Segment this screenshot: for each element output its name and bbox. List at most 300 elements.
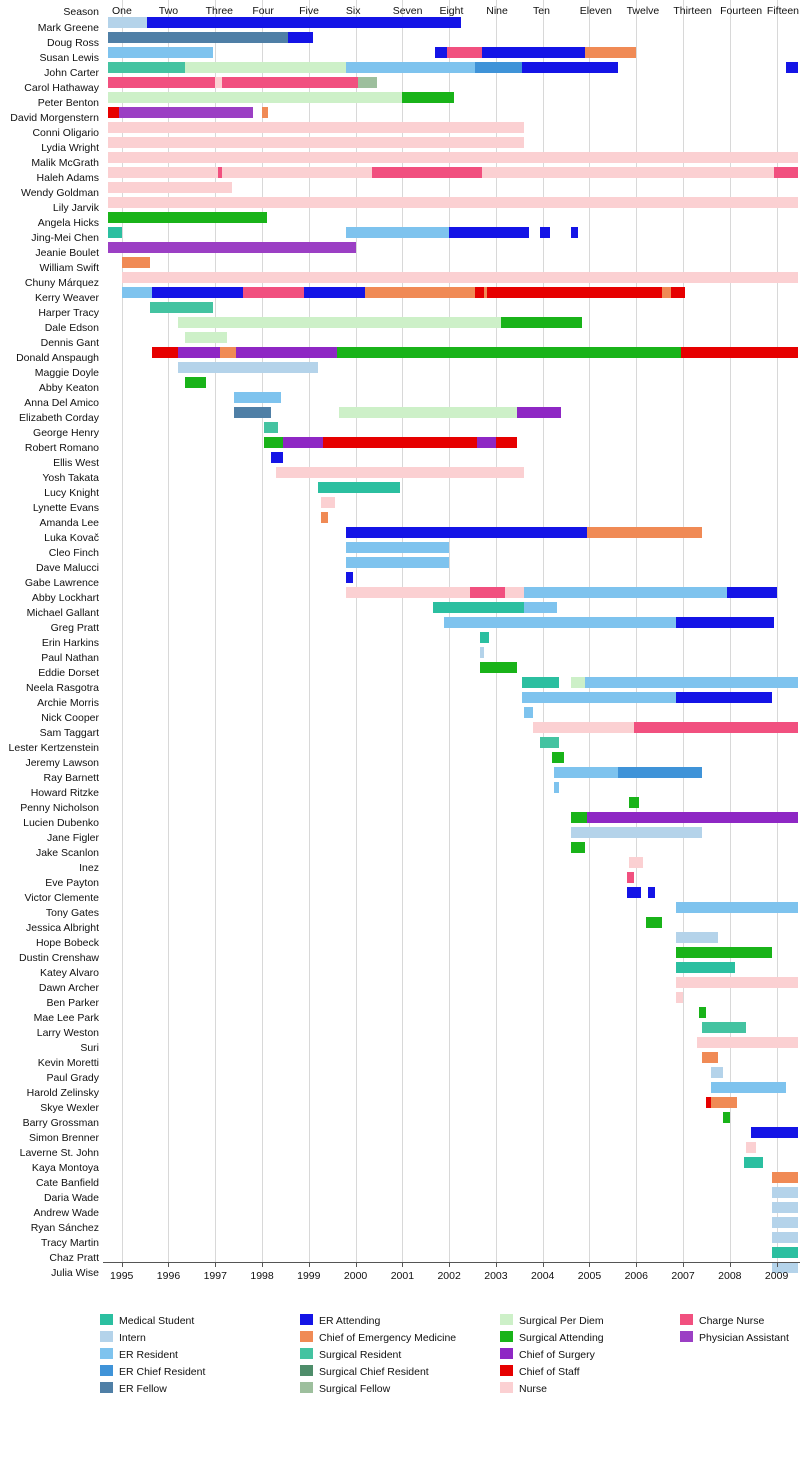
character-label: Dawn Archer — [38, 982, 99, 994]
season-tick-label: Thirteen — [673, 5, 712, 17]
character-label: Kaya Montoya — [31, 1162, 99, 1174]
legend-label: ER Resident — [119, 1349, 178, 1361]
timeline-bar — [744, 1157, 763, 1168]
timeline-bar — [108, 182, 232, 193]
timeline-bar — [676, 617, 774, 628]
legend-item — [100, 1314, 194, 1327]
timeline-bar — [108, 32, 288, 43]
season-tick-label: Fourteen — [720, 5, 763, 17]
timeline-bar — [517, 407, 561, 418]
timeline-bar — [215, 77, 222, 88]
character-label: Robert Romano — [24, 442, 99, 454]
character-label: Daria Wade — [43, 1192, 99, 1204]
legend-swatch-icon — [100, 1365, 113, 1376]
legend-swatch-icon — [100, 1348, 113, 1359]
timeline-bar — [772, 1247, 798, 1258]
character-label: Peter Benton — [37, 97, 99, 109]
timeline-bar — [487, 287, 686, 298]
character-label: Neela Rasgotra — [26, 682, 99, 694]
character-label: Jeanie Boulet — [35, 247, 99, 259]
character-label: Howard Ritzke — [30, 787, 99, 799]
gridline — [402, 0, 403, 1262]
legend-swatch-icon — [500, 1331, 513, 1342]
character-label: Doug Ross — [47, 37, 99, 49]
timeline-bar — [283, 437, 323, 448]
year-tick — [449, 1262, 450, 1267]
timeline-bar — [108, 47, 213, 58]
legend-label: ER Attending — [319, 1315, 381, 1327]
character-label: Katey Alvaro — [40, 967, 99, 979]
year-tick — [122, 1262, 123, 1267]
timeline-bar — [774, 167, 797, 178]
timeline-bar — [122, 272, 798, 283]
timeline-bar — [185, 332, 227, 343]
legend-item — [100, 1331, 146, 1344]
timeline-bar — [337, 347, 681, 358]
gridline — [356, 0, 357, 1262]
legend-label: ER Chief Resident — [119, 1366, 206, 1378]
gridline — [636, 0, 637, 1262]
year-label: 2006 — [624, 1270, 648, 1282]
season-tick-label: Six — [345, 5, 361, 17]
timeline-bar — [477, 437, 496, 448]
legend-item — [500, 1331, 604, 1344]
timeline-bar — [772, 1202, 798, 1213]
legend-item — [300, 1314, 380, 1327]
timeline-bar — [552, 752, 564, 763]
character-label: Chuny Márquez — [24, 277, 99, 289]
character-label: Gabe Lawrence — [24, 577, 99, 589]
timeline-bar — [618, 767, 702, 778]
character-label: Dustin Crenshaw — [19, 952, 99, 964]
timeline-bar — [676, 992, 683, 1003]
year-tick — [589, 1262, 590, 1267]
character-label: Mae Lee Park — [33, 1012, 99, 1024]
timeline-bar — [533, 722, 634, 733]
timeline-bar — [122, 257, 150, 268]
timeline-bar — [585, 47, 636, 58]
legend-swatch-icon — [680, 1314, 693, 1325]
timeline-bar — [185, 377, 206, 388]
timeline-bar — [786, 62, 798, 73]
character-label: Paul Grady — [46, 1072, 99, 1084]
character-label: Dale Edson — [44, 322, 99, 334]
character-label: Haleh Adams — [36, 172, 99, 184]
legend-item — [300, 1348, 401, 1361]
year-label: 1999 — [297, 1270, 321, 1282]
character-label: Sam Taggart — [39, 727, 99, 739]
timeline-bar — [108, 227, 122, 238]
legend-swatch-icon — [300, 1331, 313, 1342]
gridline — [543, 0, 544, 1262]
timeline-bar — [723, 1112, 730, 1123]
legend-label: Surgical Resident — [319, 1349, 402, 1361]
timeline-bar — [772, 1217, 798, 1228]
gridline — [449, 0, 450, 1262]
timeline-bar — [746, 1142, 755, 1153]
timeline-bar — [772, 1187, 798, 1198]
legend-label: Surgical Per Diem — [519, 1315, 604, 1327]
character-label: Chaz Pratt — [49, 1252, 99, 1264]
timeline-bar — [358, 527, 587, 538]
timeline-bar — [321, 497, 335, 508]
timeline-bar — [557, 617, 676, 628]
legend-item — [300, 1382, 390, 1395]
timeline-bar — [447, 47, 482, 58]
gridline — [262, 0, 263, 1262]
timeline-bar — [540, 737, 559, 748]
timeline-bar — [271, 452, 283, 463]
season-tick-label: Eight — [439, 5, 464, 17]
timeline-bar — [627, 872, 634, 883]
character-label: Abby Keaton — [38, 382, 99, 394]
timeline-bar — [711, 1097, 737, 1108]
legend-swatch-icon — [100, 1382, 113, 1393]
timeline-bar — [288, 32, 314, 43]
character-label: Eve Payton — [45, 877, 99, 889]
legend-item — [680, 1314, 764, 1327]
timeline-bar — [772, 1232, 798, 1243]
timeline-bar — [522, 62, 618, 73]
character-label: Kevin Moretti — [37, 1057, 99, 1069]
year-tick — [683, 1262, 684, 1267]
character-label: David Morgenstern — [10, 112, 99, 124]
season-tick-label: One — [112, 5, 132, 17]
timeline-bar — [676, 932, 718, 943]
timeline-bar — [681, 347, 798, 358]
season-tick-label: Two — [158, 5, 179, 17]
timeline-bar — [524, 602, 557, 613]
timeline-bar — [147, 17, 393, 28]
year-label: 2000 — [343, 1270, 368, 1282]
timeline-bar — [751, 1127, 798, 1138]
gridline — [777, 0, 778, 1262]
timeline-bar — [772, 1172, 798, 1183]
character-label: Paul Nathan — [41, 652, 99, 664]
legend-swatch-icon — [500, 1365, 513, 1376]
character-label: Penny Nicholson — [20, 802, 99, 814]
legend-item — [300, 1331, 456, 1344]
timeline-bar — [372, 167, 482, 178]
timeline-bar — [346, 527, 358, 538]
timeline-bar — [108, 92, 403, 103]
character-label: Yosh Takata — [42, 472, 99, 484]
year-label: 2005 — [577, 1270, 602, 1282]
timeline-bar — [108, 107, 120, 118]
timeline-bar — [365, 287, 487, 298]
character-label: Jane Figler — [47, 832, 99, 844]
character-label: Lydia Wright — [41, 142, 99, 154]
character-label: Tracy Martin — [41, 1237, 99, 1249]
timeline-bar — [218, 167, 223, 178]
timeline-bar — [676, 977, 798, 988]
timeline-bar — [702, 1052, 718, 1063]
season-tick-label: Ten — [533, 5, 550, 17]
character-label: Eddie Dorset — [38, 667, 99, 679]
character-label: Susan Lewis — [39, 52, 99, 64]
year-tick — [215, 1262, 216, 1267]
legend-swatch-icon — [300, 1348, 313, 1359]
season-tick-label: Fifteen — [766, 5, 800, 17]
timeline-bar — [587, 527, 702, 538]
legend-item — [500, 1314, 604, 1327]
timeline-bar — [234, 407, 271, 418]
timeline-bar — [346, 557, 449, 568]
timeline-bar — [108, 212, 267, 223]
character-label: Carol Hathaway — [24, 82, 99, 94]
timeline-bar — [108, 152, 798, 163]
timeline-bar — [358, 77, 377, 88]
timeline-bar — [262, 107, 268, 118]
character-label: Larry Weston — [36, 1027, 99, 1039]
character-label: Dennis Gant — [40, 337, 99, 349]
year-tick — [168, 1262, 169, 1267]
timeline-bar — [108, 242, 356, 253]
legend-item — [680, 1331, 789, 1344]
legend-label: Charge Nurse — [699, 1315, 765, 1327]
character-label: Barry Grossman — [22, 1117, 99, 1129]
character-label: Luka Kovač — [44, 532, 99, 544]
character-label: George Henry — [33, 427, 99, 439]
timeline-bar — [346, 587, 372, 598]
timeline-bar — [264, 422, 278, 433]
character-label: Archie Morris — [37, 697, 99, 709]
character-label: Inez — [79, 862, 99, 874]
character-label: Jeremy Lawson — [25, 757, 99, 769]
timeline-bar — [676, 692, 772, 703]
timeline-bar — [522, 677, 559, 688]
legend-label: ER Fellow — [119, 1383, 167, 1395]
timeline-bar — [480, 662, 517, 673]
timeline-bar — [496, 437, 517, 448]
timeline-bar — [108, 77, 358, 88]
character-label: Jessica Albright — [26, 922, 99, 934]
year-tick — [636, 1262, 637, 1267]
timeline-bar — [634, 722, 798, 733]
timeline-bar — [475, 287, 484, 298]
legend-swatch-icon — [100, 1331, 113, 1342]
timeline-bar — [323, 437, 477, 448]
timeline-bar — [676, 962, 734, 973]
character-label: Harper Tracy — [38, 307, 99, 319]
x-axis — [103, 1262, 800, 1263]
timeline-bar — [627, 887, 641, 898]
character-label: Maggie Doyle — [34, 367, 99, 379]
character-label: Anna Del Amico — [24, 397, 99, 409]
year-tick — [496, 1262, 497, 1267]
legend-label: Physician Assistant — [699, 1332, 789, 1344]
legend-item — [300, 1365, 429, 1378]
season-tick-label: Twelve — [626, 5, 660, 17]
character-label: Skye Wexler — [40, 1102, 99, 1114]
timeline-bar — [554, 767, 617, 778]
year-tick — [543, 1262, 544, 1267]
character-label: Lucy Knight — [44, 487, 99, 499]
character-label: Lester Kertzenstein — [8, 742, 99, 754]
character-label: Ryan Sánchez — [30, 1222, 99, 1234]
timeline-bar — [234, 392, 281, 403]
legend-label: Surgical Attending — [519, 1332, 604, 1344]
year-label: 2009 — [764, 1270, 789, 1282]
legend — [0, 1306, 800, 1406]
timeline-bar — [119, 107, 252, 118]
character-label: Harold Zelinsky — [26, 1087, 99, 1099]
year-label: 2003 — [484, 1270, 508, 1282]
season-tick-label: Five — [299, 5, 319, 17]
timeline-bar — [150, 302, 213, 313]
character-label: Kerry Weaver — [35, 292, 99, 304]
character-label: William Swift — [39, 262, 99, 274]
season-tick-label: Eleven — [579, 5, 612, 17]
character-label: Conni Oligario — [32, 127, 99, 139]
year-label: 1995 — [110, 1270, 134, 1282]
year-label: 2004 — [531, 1270, 555, 1282]
character-label: Victor Clemente — [24, 892, 99, 904]
legend-label: Chief of Staff — [519, 1366, 580, 1378]
legend-item — [500, 1348, 595, 1361]
legend-label: Chief of Emergency Medicine — [319, 1332, 457, 1344]
timeline-bar — [648, 887, 655, 898]
year-label: 2001 — [390, 1270, 415, 1282]
legend-item — [500, 1382, 547, 1395]
character-label: Hope Bobeck — [35, 937, 99, 949]
timeline-bar — [702, 1022, 746, 1033]
timeline-bar — [585, 677, 798, 688]
legend-item — [100, 1365, 205, 1378]
timeline-bar — [480, 632, 489, 643]
legend-swatch-icon — [500, 1314, 513, 1325]
timeline-bar — [372, 587, 470, 598]
character-label: Michael Gallant — [26, 607, 99, 619]
character-label: Suri — [80, 1042, 99, 1054]
timeline-bar — [522, 692, 676, 703]
timeline-bar — [220, 347, 236, 358]
legend-label: Medical Student — [119, 1315, 195, 1327]
timeline-bar — [727, 587, 776, 598]
character-label: Ben Parker — [46, 997, 99, 1009]
legend-swatch-icon — [300, 1314, 313, 1325]
legend-swatch-icon — [500, 1382, 513, 1393]
timeline-bar — [108, 122, 524, 133]
timeline-bar — [571, 227, 578, 238]
character-label: Lucien Dubenko — [23, 817, 99, 829]
timeline-bar — [185, 62, 346, 73]
character-label: Erin Harkins — [41, 637, 99, 649]
character-label: Jing-Mei Chen — [31, 232, 99, 244]
season-axis-label: Season — [63, 6, 99, 18]
timeline-bar — [321, 512, 328, 523]
season-tick-label: Three — [205, 5, 233, 17]
plot-area — [103, 0, 800, 1262]
year-tick — [402, 1262, 403, 1267]
timeline-bar — [346, 62, 475, 73]
character-label: Malik McGrath — [31, 157, 99, 169]
year-label: 2002 — [437, 1270, 461, 1282]
timeline-bar — [178, 317, 501, 328]
timeline-bar — [629, 797, 638, 808]
year-tick — [309, 1262, 310, 1267]
timeline-bar — [711, 1067, 723, 1078]
legend-label: Chief of Surgery — [519, 1349, 595, 1361]
character-label: Julia Wise — [51, 1267, 99, 1279]
timeline-bar — [676, 947, 772, 958]
gridline — [589, 0, 590, 1262]
timeline-bar — [449, 227, 529, 238]
timeline-bar — [243, 287, 304, 298]
gridline — [309, 0, 310, 1262]
timeline-bar — [711, 1082, 786, 1093]
character-label-column — [0, 0, 103, 1300]
year-label: 1997 — [203, 1270, 227, 1282]
year-tick — [262, 1262, 263, 1267]
character-label: Laverne St. John — [19, 1147, 99, 1159]
character-label: Ray Barnett — [43, 772, 99, 784]
timeline-bar — [108, 62, 185, 73]
timeline-bar — [662, 287, 671, 298]
character-label: Donald Anspaugh — [16, 352, 99, 364]
timeline-bar — [629, 857, 643, 868]
timeline-bar — [470, 587, 505, 598]
timeline-bar — [540, 227, 549, 238]
character-label: Abby Lockhart — [31, 592, 99, 604]
timeline-bar — [554, 782, 559, 793]
legend-item — [500, 1365, 580, 1378]
timeline-bar — [791, 812, 798, 823]
character-label: Andrew Wade — [33, 1207, 99, 1219]
timeline-bar — [646, 917, 662, 928]
legend-label: Surgical Fellow — [319, 1383, 391, 1395]
timeline-bar — [108, 137, 524, 148]
year-label: 2008 — [718, 1270, 742, 1282]
timeline-bar — [524, 587, 727, 598]
gridline — [683, 0, 684, 1262]
character-label: Ellis West — [53, 457, 99, 469]
legend-swatch-icon — [300, 1365, 313, 1376]
character-label: Elizabeth Corday — [19, 412, 99, 424]
timeline-bar — [524, 707, 533, 718]
timeline-bar — [676, 902, 798, 913]
year-tick — [730, 1262, 731, 1267]
timeline-bar — [444, 617, 556, 628]
year-tick — [356, 1262, 357, 1267]
timeline-bar — [475, 62, 522, 73]
season-tick-label: Four — [252, 5, 274, 17]
gridline — [730, 0, 731, 1262]
timeline-bar — [699, 1007, 706, 1018]
year-label: 2007 — [671, 1270, 695, 1282]
gridline — [496, 0, 497, 1262]
character-label: Angela Hicks — [37, 217, 99, 229]
season-tick-label: Seven — [392, 5, 423, 17]
timeline-bar — [402, 92, 453, 103]
timeline-bar — [178, 362, 318, 373]
timeline-bar — [346, 542, 449, 553]
character-label: Nick Cooper — [41, 712, 99, 724]
timeline-bar — [318, 482, 400, 493]
timeline-bar — [501, 317, 583, 328]
legend-swatch-icon — [300, 1382, 313, 1393]
timeline-bar — [178, 347, 337, 358]
timeline-bar — [433, 602, 524, 613]
character-label: Simon Brenner — [28, 1132, 99, 1144]
legend-label: Surgical Chief Resident — [319, 1366, 429, 1378]
legend-item — [100, 1382, 167, 1395]
character-label: Tony Gates — [45, 907, 99, 919]
year-tick — [777, 1262, 778, 1267]
timeline-bar — [697, 1037, 798, 1048]
year-label: 1998 — [250, 1270, 274, 1282]
character-label: Lynette Evans — [32, 502, 99, 514]
